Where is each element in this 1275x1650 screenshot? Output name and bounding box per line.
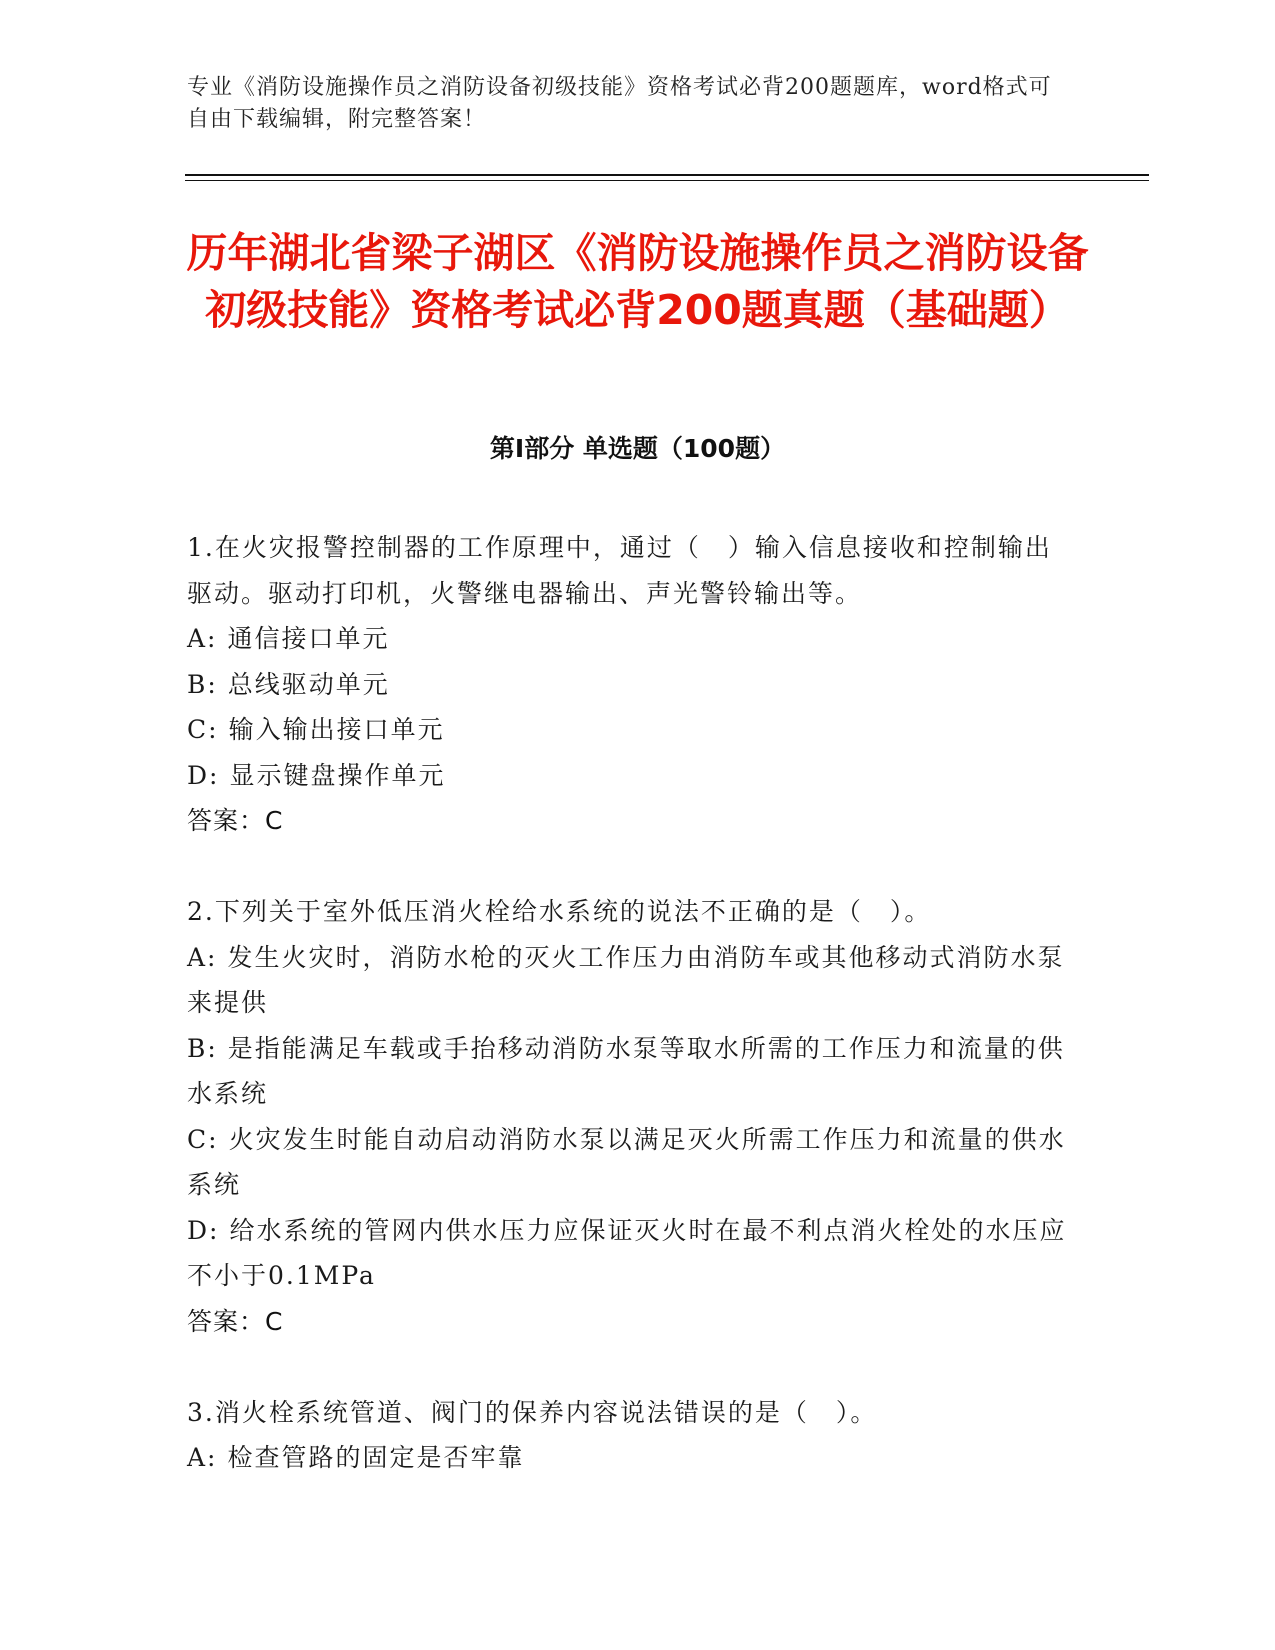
option-text: 总线驱动单元 [227,669,390,699]
option-text: 火灾发生时能自动启动消防水泵以满足灭火所需工作压力和流量的供水系统 [187,1124,1066,1199]
option-b [187,662,1067,708]
option-label: B: [187,669,218,699]
option-c [187,707,1067,753]
option-a [187,935,1067,1026]
option-a [187,1435,1067,1481]
option-text: 发生火灾时，消防水枪的灭火工作压力由消防车或其他移动式消防水泵来提供 [187,942,1065,1017]
option-text: 检查管路的固定是否牢靠 [227,1443,525,1472]
question-2 [187,889,1067,1344]
document-title: 历年湖北省梁子湖区《消防设施操作员之消防设备初级技能》资格考试必背200题真题（基础题） [186,229,1089,334]
question-stem: 2.下列关于室外低压消火栓给水系统的说法不正确的是（ ）。 [187,897,932,926]
option-text: 通信接口单元 [227,624,390,653]
option-text: 输入输出接口单元 [228,715,445,744]
question-stem: 1.在火灾报警控制器的工作原理中，通过（ ）输入信息接收和控制输出驱动。驱动打印机，火警继电器输出、声光警铃输出等。 [187,533,1052,608]
option-text: 给水系统的管网内供水压力应保证灭火时在最不利点消火栓处的水压应不小于0.1MPa [187,1215,1067,1290]
option-label: D: [187,760,220,790]
question-list [187,525,1067,1481]
option-label: D: [187,1215,220,1245]
option-label: A: [187,624,218,653]
section-title: 第Ⅰ部分 单选题（100题） [489,434,786,463]
answer-line: 答案：C [187,1306,284,1336]
option-d [187,753,1067,799]
header-rule-thick [185,174,1149,176]
answer-line: 答案：C [187,806,284,835]
option-text: 是指能满足车载或手抬移动消防水泵等取水所需的工作压力和流量的供水系统 [187,1033,1065,1108]
option-text: 显示键盘操作单元 [229,760,446,790]
question-stem: 3.消火栓系统管道、阀门的保养内容说法错误的是（ ）。 [187,1397,878,1427]
option-a [187,616,1067,662]
question-1 [187,525,1067,843]
header-note: 专业《消防设施操作员之消防设备初级技能》资格考试必背200题题库，word格式可自由下载编辑，附完整答案！ [187,75,1052,132]
header-rule-thin [185,180,1149,181]
option-c [187,1117,1067,1208]
option-label: C: [187,1124,219,1154]
option-d [187,1208,1067,1299]
option-label: B: [187,1033,218,1063]
option-label: A: [187,1443,218,1472]
option-b [187,1026,1067,1117]
question-3 [187,1390,1067,1481]
option-label: C: [187,715,219,744]
option-label: A: [187,942,218,972]
